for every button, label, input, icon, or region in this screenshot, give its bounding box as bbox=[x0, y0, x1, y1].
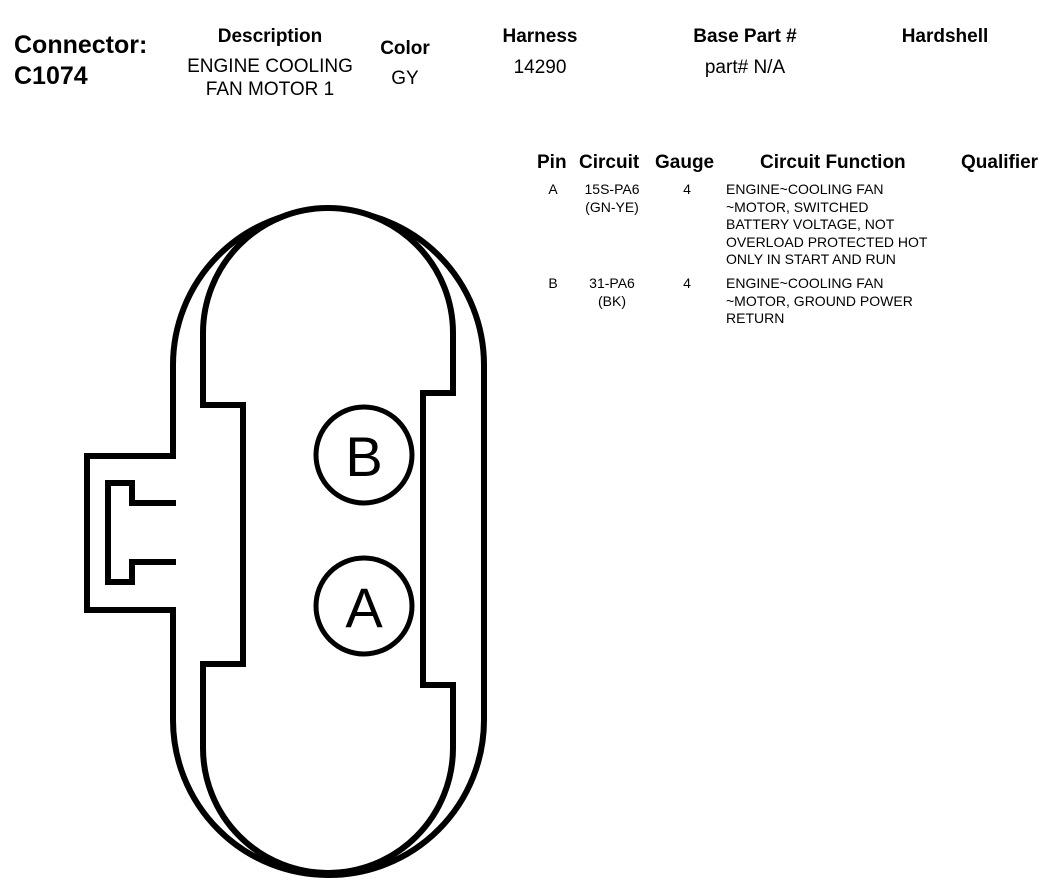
circuit-line: (GN-YE) bbox=[585, 198, 639, 215]
harness-header: Harness bbox=[502, 26, 578, 47]
row-gauge: 4 bbox=[683, 275, 691, 291]
base-part-value: part# N/A bbox=[704, 57, 786, 78]
description-line-1: ENGINE COOLING bbox=[187, 56, 353, 77]
row-pin: A bbox=[548, 181, 558, 197]
function-line: ENGINE~COOLING FAN bbox=[726, 275, 884, 291]
function-line: OVERLOAD PROTECTED HOT bbox=[726, 233, 928, 250]
harness-value: 14290 bbox=[513, 57, 567, 78]
connector-id: C1074 bbox=[14, 62, 88, 90]
circuit-line: 31-PA6 bbox=[589, 275, 635, 291]
col-gauge-header: Gauge bbox=[655, 152, 715, 173]
col-circuit-header: Circuit bbox=[579, 152, 640, 173]
function-line: RETURN bbox=[726, 310, 785, 326]
pin-label-b: B bbox=[345, 425, 383, 488]
base-part-header: Base Part # bbox=[693, 26, 797, 47]
circuit-line: (BK) bbox=[598, 292, 626, 309]
hardshell-header: Hardshell bbox=[901, 26, 989, 47]
col-pin-header: Pin bbox=[537, 152, 567, 173]
circuit-line: 15S-PA6 bbox=[584, 181, 640, 197]
description-line-2: FAN MOTOR 1 bbox=[205, 79, 335, 100]
connector-label: Connector: bbox=[14, 31, 148, 59]
col-function-header: Circuit Function bbox=[760, 152, 906, 173]
row-gauge: 4 bbox=[683, 181, 691, 197]
function-line: ONLY IN START AND RUN bbox=[726, 251, 896, 267]
function-line: ~MOTOR, SWITCHED bbox=[726, 198, 869, 215]
function-line: ENGINE~COOLING FAN bbox=[726, 181, 884, 197]
color-header: Color bbox=[380, 38, 430, 59]
function-line: BATTERY VOLTAGE, NOT bbox=[726, 216, 895, 232]
function-line: ~MOTOR, GROUND POWER bbox=[726, 292, 913, 309]
connector-inner-shroud bbox=[203, 208, 453, 873]
row-pin: B bbox=[548, 275, 558, 291]
color-value: GY bbox=[391, 68, 419, 89]
description-header: Description bbox=[217, 26, 323, 47]
col-qualifier-header: Qualifier bbox=[961, 152, 1039, 173]
pin-label-a: A bbox=[345, 576, 383, 639]
